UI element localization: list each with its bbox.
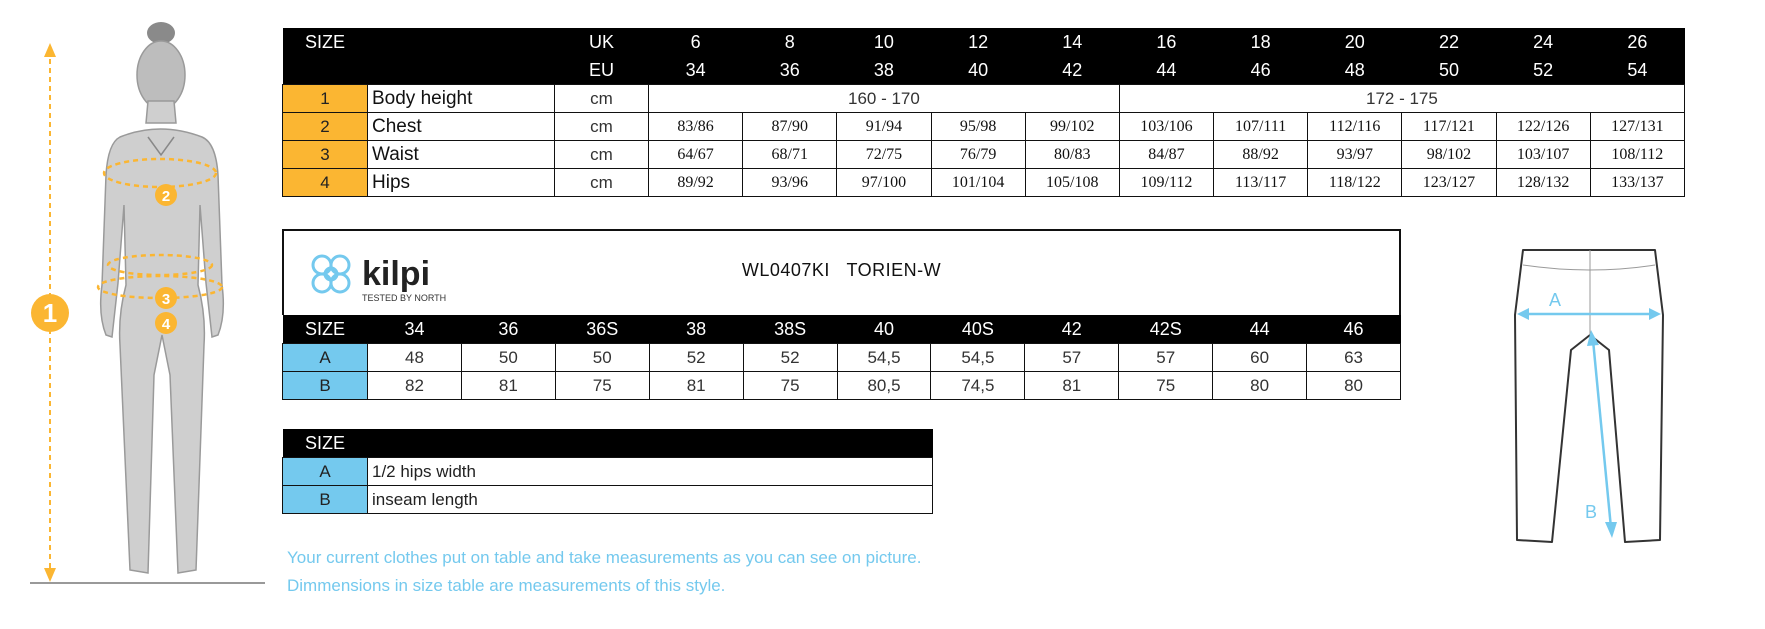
row-unit: cm — [555, 169, 649, 197]
brand-name: kilpi — [362, 255, 431, 293]
height-range: 172 - 175 — [1119, 85, 1684, 113]
waist-row — [283, 141, 1685, 169]
waist-value: 103/107 — [1496, 141, 1590, 169]
product-size-table — [282, 315, 1401, 400]
waist-badge-label: 3 — [161, 291, 171, 308]
measure-letter: A — [283, 344, 368, 372]
hips-value: 133/137 — [1590, 169, 1684, 197]
eu-size: 42 — [1025, 56, 1119, 85]
uk-size: 22 — [1402, 28, 1496, 56]
eu-label: EU — [555, 56, 649, 85]
uk-size: 16 — [1119, 28, 1213, 56]
chest-value: 87/90 — [743, 113, 837, 141]
waist-value: 68/71 — [743, 141, 837, 169]
body-figure — [20, 15, 270, 590]
measure-value: 50 — [555, 344, 649, 372]
product-size: 34 — [368, 315, 462, 344]
measure-value: 52 — [743, 344, 837, 372]
product-size: 42S — [1119, 315, 1213, 344]
measure-value: 60 — [1213, 344, 1307, 372]
measure-value: 75 — [1119, 372, 1213, 400]
uk-size: 14 — [1025, 28, 1119, 56]
instruction-note: Your current clothes put on table and take measurements as you can see on picture. — [287, 548, 922, 567]
product-name: TORIEN-W — [846, 260, 942, 280]
chest-value: 95/98 — [931, 113, 1025, 141]
chest-value: 112/116 — [1308, 113, 1402, 141]
measurement-legend — [282, 429, 933, 514]
row-number: 3 — [283, 141, 368, 169]
row-label: Chest — [368, 113, 555, 141]
eu-size: 54 — [1590, 56, 1684, 85]
uk-size: 24 — [1496, 28, 1590, 56]
row-number: 2 — [283, 113, 368, 141]
row-label: Body height — [368, 85, 555, 113]
measure-value: 81 — [1025, 372, 1119, 400]
row-label: Hips — [368, 169, 555, 197]
measure-value: 80 — [1213, 372, 1307, 400]
dimension-note: Dimmensions in size table are measurements of this style. — [287, 576, 726, 595]
eu-size: 46 — [1214, 56, 1308, 85]
legend-desc: inseam length — [368, 486, 933, 514]
product-size: 40 — [837, 315, 931, 344]
eu-size: 34 — [649, 56, 743, 85]
hips-value: 93/96 — [743, 169, 837, 197]
waist-value: 108/112 — [1590, 141, 1684, 169]
uk-size-row — [283, 28, 1685, 56]
hips-value: 101/104 — [931, 169, 1025, 197]
eu-size: 36 — [743, 56, 837, 85]
eu-size: 40 — [931, 56, 1025, 85]
hips-value: 113/117 — [1214, 169, 1308, 197]
product-size: 36 — [461, 315, 555, 344]
eu-size: 48 — [1308, 56, 1402, 85]
chest-badge — [155, 184, 177, 206]
height-range: 160 - 170 — [649, 85, 1120, 113]
hips-row — [283, 169, 1685, 197]
eu-size-row — [283, 56, 1685, 85]
hips-badge — [155, 312, 177, 334]
waist-value: 98/102 — [1402, 141, 1496, 169]
uk-size: 26 — [1590, 28, 1684, 56]
product-size: 38S — [743, 315, 837, 344]
legend-row-b — [283, 486, 933, 514]
body-size-table — [282, 28, 1685, 197]
uk-size: 12 — [931, 28, 1025, 56]
measure-value: 81 — [461, 372, 555, 400]
product-size: 40S — [931, 315, 1025, 344]
waist-value: 80/83 — [1025, 141, 1119, 169]
height-badge-label: 1 — [42, 298, 58, 328]
legend-desc: 1/2 hips width — [368, 458, 933, 486]
pants-diagram — [1495, 240, 1685, 550]
waist-value: 72/75 — [837, 141, 931, 169]
measure-value: 75 — [555, 372, 649, 400]
product-header — [282, 229, 1401, 315]
measure-value: 48 — [368, 344, 462, 372]
waist-badge — [155, 287, 177, 309]
measure-value: 82 — [368, 372, 462, 400]
size-header: SIZE — [283, 315, 368, 344]
pants-label-a: A — [1549, 290, 1562, 310]
row-label: Waist — [368, 141, 555, 169]
height-badge — [31, 294, 69, 332]
product-size: 44 — [1213, 315, 1307, 344]
legend-row-a — [283, 458, 933, 486]
hips-value: 123/127 — [1402, 169, 1496, 197]
measure-value: 57 — [1119, 344, 1213, 372]
waist-value: 93/97 — [1308, 141, 1402, 169]
chest-value: 83/86 — [649, 113, 743, 141]
hips-value: 118/122 — [1308, 169, 1402, 197]
pants-label-b: B — [1585, 502, 1598, 522]
uk-label: UK — [555, 28, 649, 56]
row-number: 4 — [283, 169, 368, 197]
uk-size: 20 — [1308, 28, 1402, 56]
hips-value: 128/132 — [1496, 169, 1590, 197]
hips-value: 105/108 — [1025, 169, 1119, 197]
measure-value: 54,5 — [931, 344, 1025, 372]
eu-size: 52 — [1496, 56, 1590, 85]
measure-value: 80,5 — [837, 372, 931, 400]
chest-value: 117/121 — [1402, 113, 1496, 141]
measure-value: 52 — [649, 344, 743, 372]
product-size: 38 — [649, 315, 743, 344]
waist-value: 88/92 — [1214, 141, 1308, 169]
size-header: SIZE — [283, 28, 368, 56]
eu-size: 50 — [1402, 56, 1496, 85]
inseam-row — [283, 372, 1401, 400]
legend-header-row — [283, 429, 933, 458]
chest-row — [283, 113, 1685, 141]
legend-letter: B — [283, 486, 368, 514]
legend-letter: A — [283, 458, 368, 486]
product-size-header-row — [283, 315, 1401, 344]
measure-value: 75 — [743, 372, 837, 400]
hips-badge-label: 4 — [161, 316, 171, 333]
eu-size: 44 — [1119, 56, 1213, 85]
uk-size: 10 — [837, 28, 931, 56]
waist-value: 84/87 — [1119, 141, 1213, 169]
measure-value: 50 — [461, 344, 555, 372]
product-size: 46 — [1307, 315, 1401, 344]
hips-width-row — [283, 344, 1401, 372]
measure-value: 57 — [1025, 344, 1119, 372]
eu-size: 38 — [837, 56, 931, 85]
chest-value: 127/131 — [1590, 113, 1684, 141]
measure-value: 54,5 — [837, 344, 931, 372]
body-height-row — [283, 85, 1685, 113]
product-title — [284, 260, 1399, 281]
hips-value: 109/112 — [1119, 169, 1213, 197]
chest-value: 99/102 — [1025, 113, 1119, 141]
product-size: 36S — [555, 315, 649, 344]
measure-value: 80 — [1307, 372, 1401, 400]
uk-size: 8 — [743, 28, 837, 56]
chest-value: 91/94 — [837, 113, 931, 141]
row-number: 1 — [283, 85, 368, 113]
measure-value: 63 — [1307, 344, 1401, 372]
waist-value: 64/67 — [649, 141, 743, 169]
product-size: 42 — [1025, 315, 1119, 344]
chest-value: 103/106 — [1119, 113, 1213, 141]
pants-outline — [1515, 250, 1663, 542]
hips-value: 89/92 — [649, 169, 743, 197]
product-code: WL0407KI — [741, 260, 830, 280]
row-unit: cm — [555, 113, 649, 141]
chest-value: 122/126 — [1496, 113, 1590, 141]
uk-size: 18 — [1214, 28, 1308, 56]
row-unit: cm — [555, 85, 649, 113]
row-unit: cm — [555, 141, 649, 169]
measure-value: 74,5 — [931, 372, 1025, 400]
chest-value: 107/111 — [1214, 113, 1308, 141]
size-header: SIZE — [283, 429, 368, 458]
brand-tagline: TESTED BY NORTH — [362, 293, 447, 303]
chest-badge-label: 2 — [161, 188, 171, 205]
waist-value: 76/79 — [931, 141, 1025, 169]
measure-letter: B — [283, 372, 368, 400]
uk-size: 6 — [649, 28, 743, 56]
hips-value: 97/100 — [837, 169, 931, 197]
measure-value: 81 — [649, 372, 743, 400]
